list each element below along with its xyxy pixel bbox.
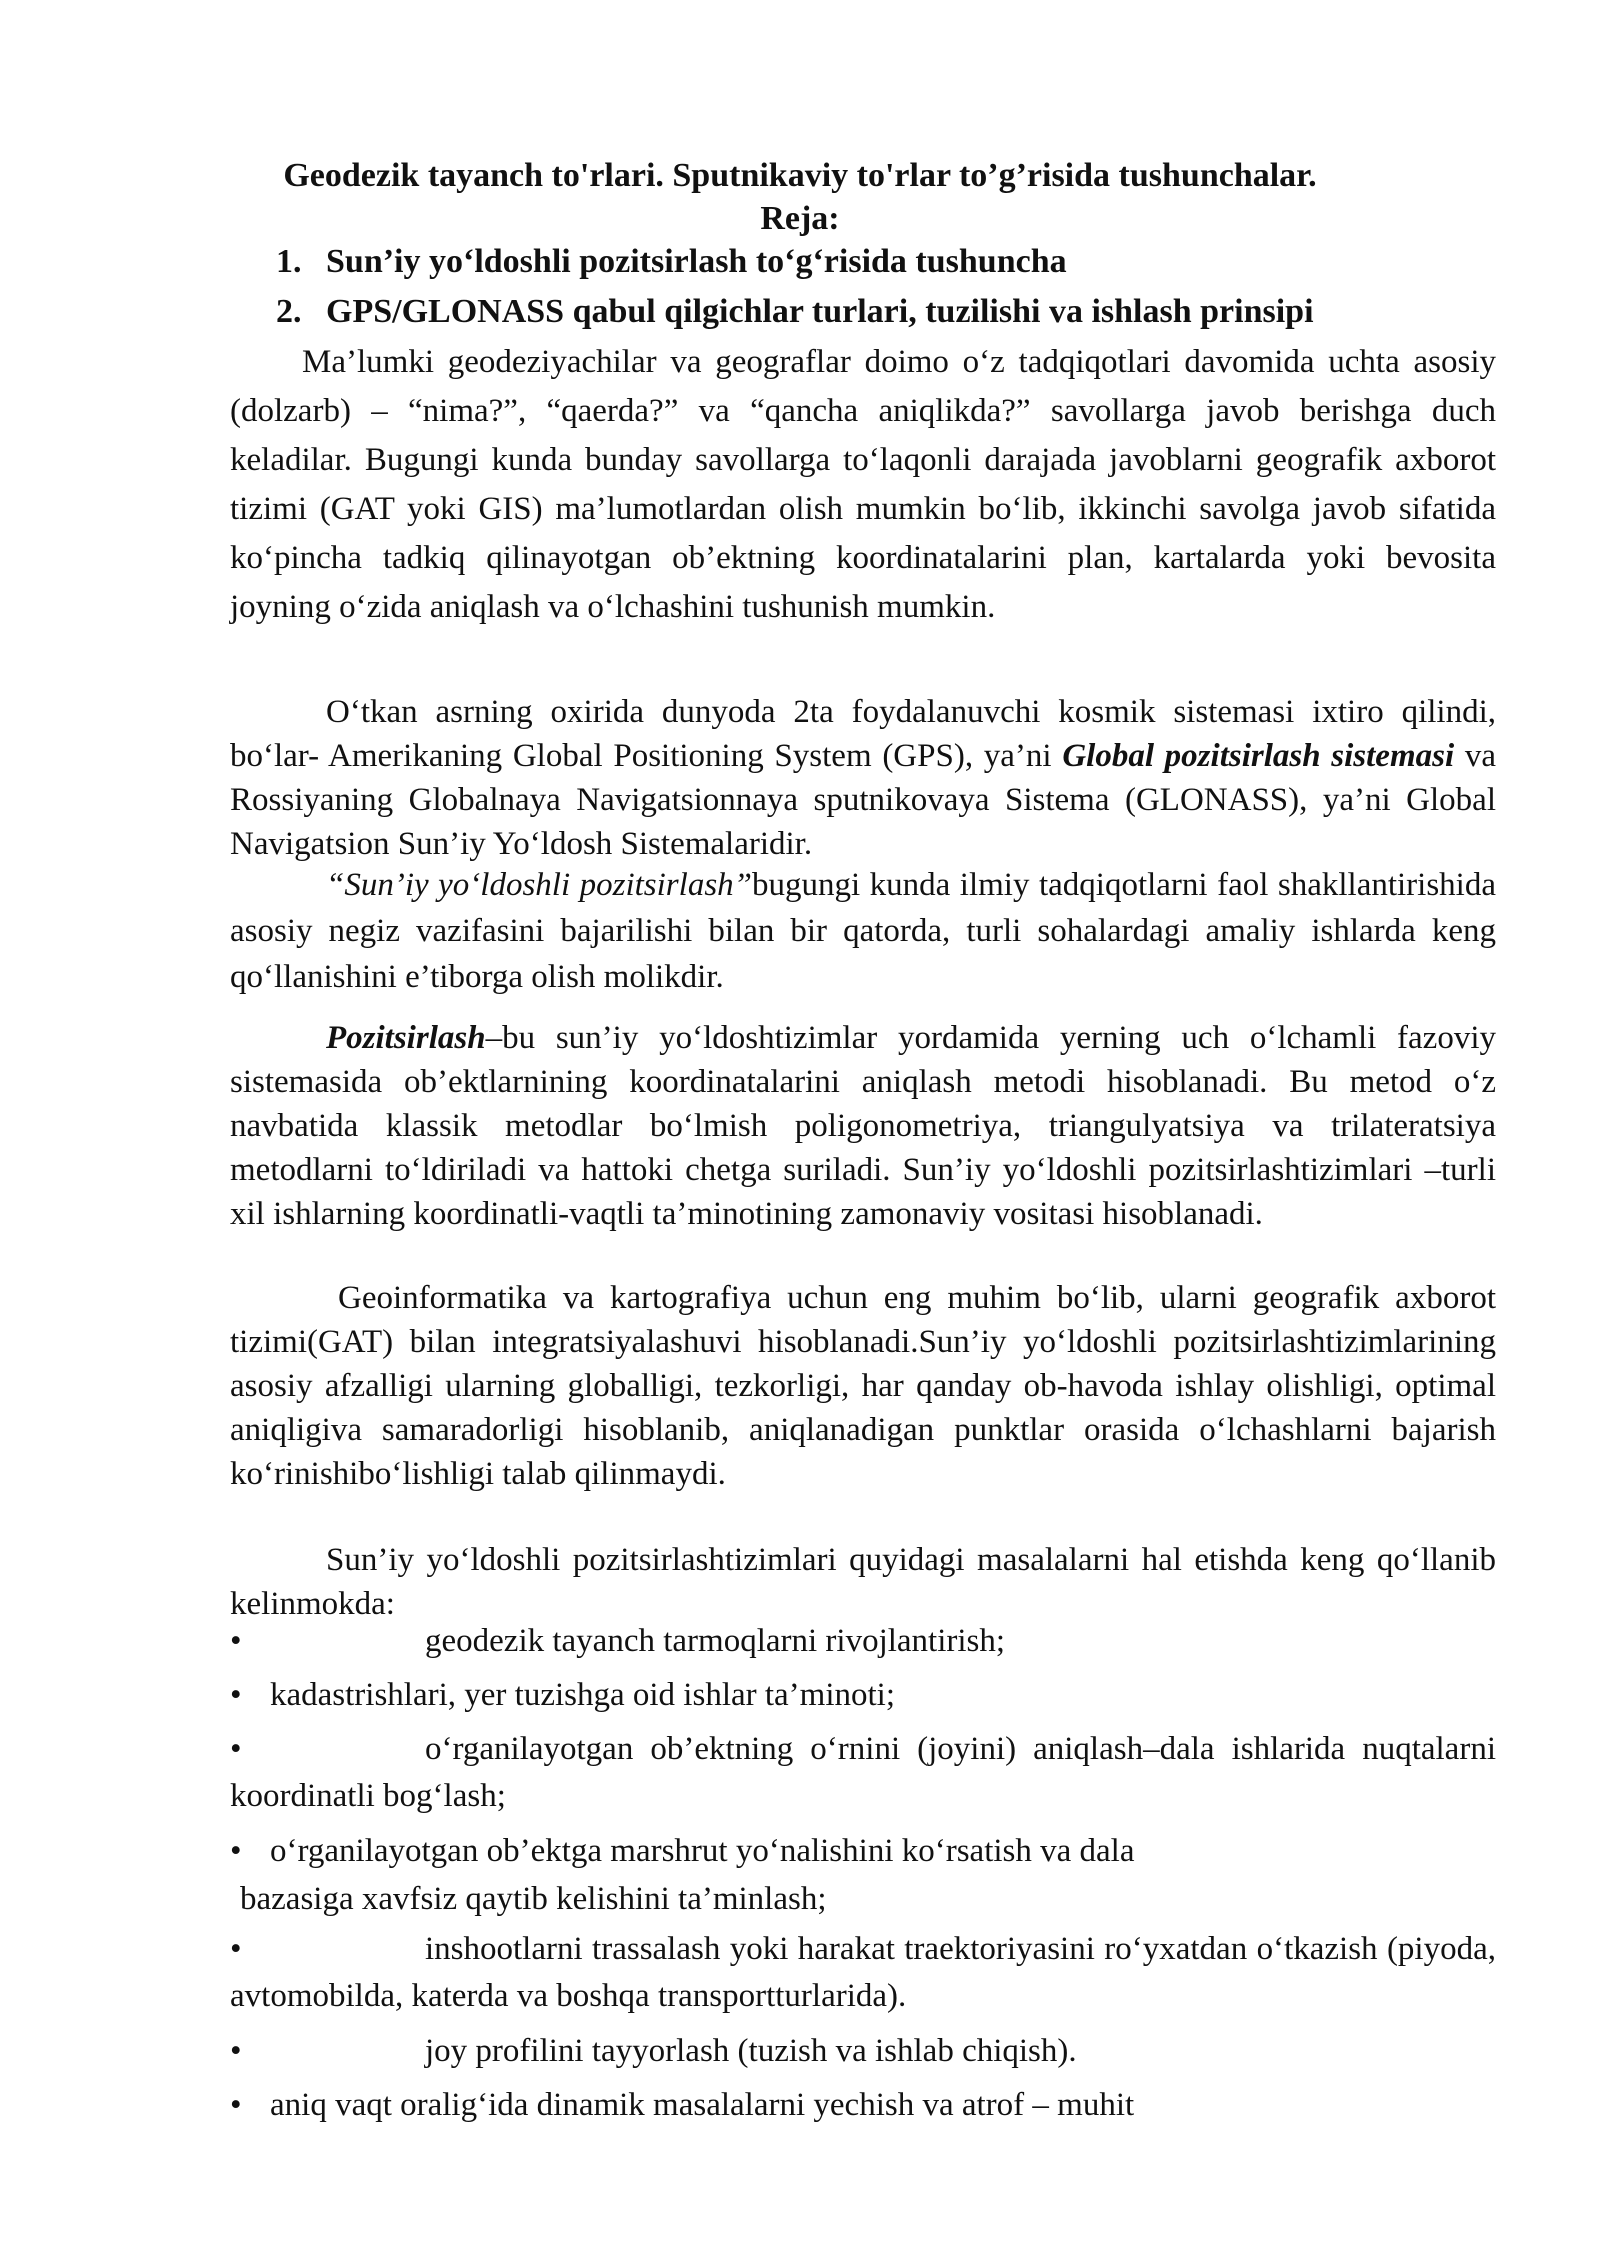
plan-item-number: 1. [276, 243, 302, 280]
list-item [230, 1618, 1496, 1665]
list-item [230, 1926, 1496, 2020]
list-item-text: inshootlarni trassalash yoki harakat traektoriyasini ro‘yxatdan o‘tkazish (piyoda, avtomobilda, katerda va boshqa transportturlarida). [230, 1931, 1496, 2014]
list-item [230, 2028, 1496, 2075]
list-item-continuation: bazasiga xavfsiz qaytib kelishini ta’minlash; [240, 1881, 827, 1917]
bullet-marker: • [230, 1833, 242, 1869]
plan-label: Reja: [760, 200, 840, 237]
list-item-text: geodezik tayanch tarmoqlarni rivojlantirish; [425, 1623, 1006, 1659]
paragraph-applications-intro: Sun’iy yo‘ldoshli pozitsirlashtizimlari quyidagi masalalarni hal etishda keng qo‘llanib kelinmokda: [230, 1542, 1496, 1622]
list-item-text: kadastrishlari, yer tuzishga oid ishlar ta’minoti; [270, 1677, 896, 1713]
list-item [230, 1672, 1496, 1719]
paragraph-intro: Ma’lumki geodeziyachilar va geograflar doimo o‘z tadqiqotlari davomida uchta asosiy (dolzarb) – “nima?”, “qaerda?” va “qancha aniqlikda?” savollarga javob berishga duch keladilar. Bugungi kunda bunday savollarga to‘laqonli darajada javoblarni geografik axborot tizimi (GAT yoki GIS) ma’lumotlardan olish mumkin bo‘lib, ikkinchi savolga javob sifatida ko‘pincha tadkiq qilinayotgan ob’ektning koordinatalarini plan, kartalarda yoki bevosita joyning o‘zida aniqlash va o‘lchashini tushunish mumkin. [230, 344, 1496, 625]
paragraph-systems [230, 690, 1496, 866]
paragraph-positioning-definition [230, 1016, 1496, 1236]
paragraph-satellite-positioning [230, 862, 1496, 1000]
plan-item-text: GPS/GLONASS qabul qilgichlar turlari, tuzilishi va ishlash prinsipi [326, 293, 1314, 330]
paragraph-geoinformatics: Geoinformatika va kartografiya uchun eng muhim bo‘lib, ularni geografik axborot tizimi(GAT) bilan integratsiyalashuvi hisoblanadi.Sun’iy yo‘ldoshli pozitsirlashtizimlarining asosiy afzalligi ularning globalligi, tezkorligi, har qanday ob-havoda ishlay olishligi, optimal aniqligiva samaradorligi hisoblanib, aniqlanadigan punktlar orasida o‘lchashlarni bajarish ko‘rinishibo‘lishligi talab qilinmaydi. [230, 1280, 1496, 1492]
emphasis-text: “Sun’iy yo‘ldoshli pozitsirlash” [326, 867, 753, 903]
list-item [230, 1726, 1496, 1820]
document-title: Geodezik tayanch to'rlari. Sputnikaviy to'rlar to’g’risida tushunchalar. [283, 157, 1317, 194]
list-item-text: o‘rganilayotgan ob’ektning o‘rnini (joyini) aniqlash–dala ishlarida nuqtalarni koordinatli bog‘lash; [230, 1731, 1496, 1814]
plan-item-text: Sun’iy yo‘ldoshli pozitsirlash to‘g‘risida tushuncha [326, 243, 1067, 280]
list-item [230, 1828, 1496, 1875]
emphasis-text: Global pozitsirlash sistemasi [1062, 738, 1455, 774]
list-item [230, 2082, 1496, 2129]
paragraph-text: –bu sun’iy yo‘ldoshtizimlar yordamida yerning uch o‘lchamli fazoviy sistemasida ob’ektlarnining koordinatalarini aniqlash metodi hisoblanadi. Bu metod o‘z navbatida klassik metodlar bo‘lmish poligonometriya, triangulyatsiya va trilateratsiya metodlarni to‘ldiriladi va hattoki chetga suriladi. Sun’iy yo‘ldoshli pozitsirlashtizimlari –turli xil ishlarning koordinatli-vaqtli ta’minotining zamonaviy vositasi hisoblanadi. [230, 1020, 1496, 1232]
bullet-marker: • [230, 1931, 242, 1967]
emphasis-text: Pozitsirlash [326, 1020, 486, 1056]
bullet-marker: • [230, 2033, 242, 2069]
bullet-marker: • [230, 1623, 242, 1659]
paragraph-text: O‘tkan asrning oxirida dunyoda 2ta foydalanuvchi kosmik sistemasi ixtiro qilindi, bo‘lar- Amerikaning Global Positioning System (GPS), ya’ni [230, 694, 1496, 774]
list-item-text: joy profilini tayyorlash (tuzish va ishlab chiqish). [425, 2033, 1077, 2069]
list-item-text: aniq vaqt oralig‘ida dinamik masalalarni yechish va atrof – muhit [270, 2087, 1135, 2123]
paragraph-text: va Rossiyaning Globalnaya Navigatsionnaya sputnikovaya Sistema (GLONASS), ya’ni Global Navigatsion Sun’iy Yo‘ldosh Sistemalaridir. [230, 738, 1496, 862]
plan-item-1 [276, 242, 1067, 282]
plan-item-2 [276, 292, 1314, 332]
bullet-marker: • [230, 1731, 242, 1767]
paragraph-text: bugungi kunda ilmiy tadqiqotlarni faol shakllantirishida asosiy negiz vazifasini bajarilishi bilan bir qatorda, turli sohalardagi amaliy ishlarda keng qo‘llanishini e’tiborga olish molikdir. [230, 867, 1496, 995]
plan-item-number: 2. [276, 293, 302, 330]
bullet-marker: • [230, 1677, 242, 1713]
bullet-marker: • [230, 2087, 242, 2123]
list-item-text: o‘rganilayotgan ob’ektga marshrut yo‘nalishini ko‘rsatish va dala [270, 1833, 1135, 1869]
